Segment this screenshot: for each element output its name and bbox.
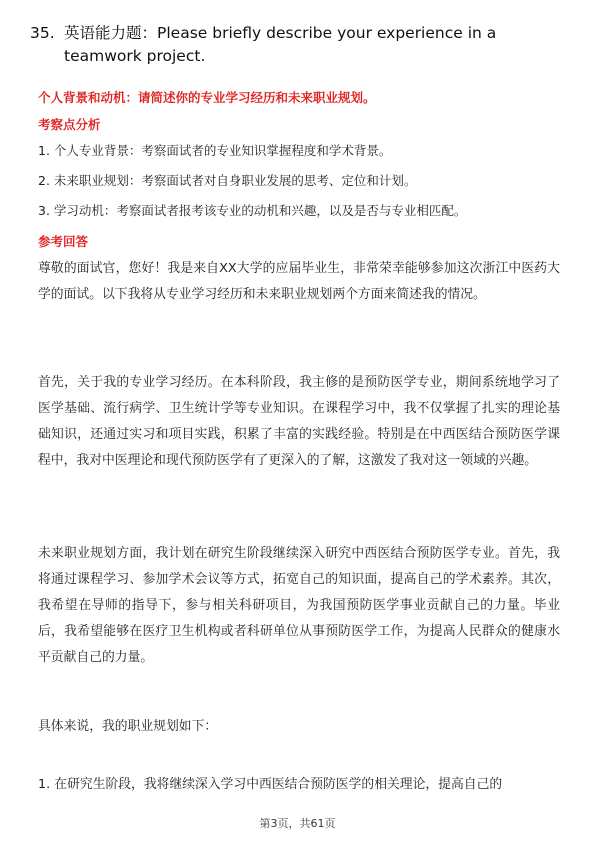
answer-paragraph: 尊敬的面试官，您好！我是来自XX大学的应届毕业生，非常荣幸能够参加这次浙江中医药大学的面试。以下我将从专业学习经历和未来职业规划两个方面来简述我的情况。: [38, 261, 560, 302]
question-title: [30, 22, 570, 68]
question-subtitle: 个人背景和动机：请简述你的专业学习经历和未来职业规划。: [38, 90, 376, 105]
analysis-item: 1. 个人专业背景：考察面试者的专业知识掌握程度和学术背景。: [38, 143, 392, 158]
question-line-1: 英语能力题：Please briefly describe your experience in a: [64, 24, 497, 42]
analysis-heading: 考察点分析: [38, 117, 101, 132]
question-number: 35.: [30, 24, 55, 42]
answer-paragraph: 具体来说，我的职业规划如下：: [38, 719, 218, 734]
page-footer: 第3页，共61页: [259, 817, 336, 830]
answer-paragraph: 1. 在研究生阶段，我将继续深入学习中西医结合预防医学的相关理论，提高自己的: [38, 777, 503, 792]
analysis-item: 3. 学习动机：考察面试者报考该专业的动机和兴趣，以及是否与专业相匹配。: [38, 203, 467, 218]
question-line-2: teamwork project.: [64, 47, 206, 65]
analysis-item: 2. 未来职业规划：考察面试者对自身职业发展的思考、定位和计划。: [38, 173, 417, 188]
answer-paragraph: 未来职业规划方面，我计划在研究生阶段继续深入研究中西医结合预防医学专业。首先，我将通过课程学习、参加学术会议等方式，拓宽自己的知识面，提高自己的学术素养。其次，我希望在导师的指导下，参与相关科研项目，为我国预防医学事业贡献自己的力量。毕业后，我希望能够在医疗卫生机构或者科研单位从事预防医学工作，为提高人民群众的健康水平贡献自己的力量。: [38, 546, 560, 665]
answer-paragraph: 首先，关于我的专业学习经历。在本科阶段，我主修的是预防医学专业，期间系统地学习了医学基础、流行病学、卫生统计学等专业知识。在课程学习中，我不仅掌握了扎实的理论基础知识，还通过实习和项目实践，积累了丰富的实践经验。特别是在中西医结合预防医学课程中，我对中医理论和现代预防医学有了更深入的了解，这激发了我对这一领域的兴趣。: [38, 375, 560, 468]
answer-heading: 参考回答: [38, 234, 89, 249]
